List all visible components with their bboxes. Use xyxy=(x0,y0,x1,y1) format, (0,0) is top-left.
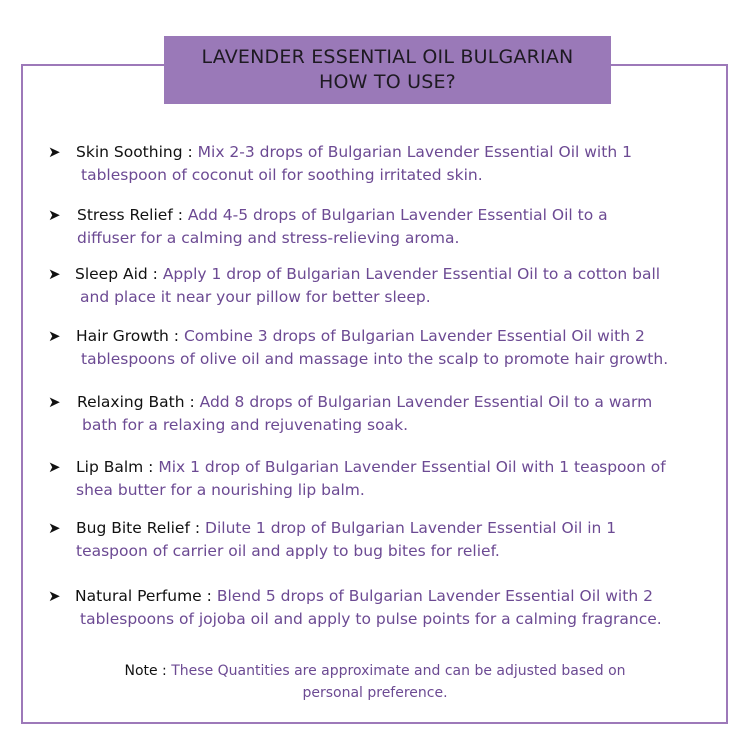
note-text-cont: personal preference. xyxy=(302,685,448,701)
item-label: Skin Soothing : xyxy=(76,143,193,161)
arrow-bullet-icon: ➤ xyxy=(48,265,61,283)
note-text: These Quantities are approximate and can be adjusted based on xyxy=(171,663,626,679)
arrow-bullet-icon: ➤ xyxy=(48,206,61,224)
item-label: Sleep Aid : xyxy=(75,265,158,283)
item-description-cont: tablespoon of coconut oil for soothing irritated skin. xyxy=(81,166,483,184)
item-description: Combine 3 drops of Bulgarian Lavender Essential Oil with 2 xyxy=(183,327,645,345)
item-label: Relaxing Bath : xyxy=(77,393,195,411)
arrow-bullet-icon: ➤ xyxy=(48,458,61,476)
item-description: Mix 1 drop of Bulgarian Lavender Essential Oil with 1 teaspoon of xyxy=(158,458,666,476)
item-description: Add 8 drops of Bulgarian Lavender Essential Oil to a warm xyxy=(199,393,653,411)
note-label: Note : xyxy=(124,663,167,679)
item-label: Bug Bite Relief : xyxy=(76,519,201,537)
item-label: Natural Perfume : xyxy=(75,587,212,605)
item-description: Add 4-5 drops of Bulgarian Lavender Essential Oil to a xyxy=(187,206,608,224)
item-label: Hair Growth : xyxy=(76,327,180,345)
item-description: Mix 2-3 drops of Bulgarian Lavender Essential Oil with 1 xyxy=(197,143,632,161)
item-description: Blend 5 drops of Bulgarian Lavender Essential Oil with 2 xyxy=(216,587,653,605)
item-description-cont: tablespoons of olive oil and massage into the scalp to promote hair growth. xyxy=(81,350,669,368)
title-line-1: LAVENDER ESSENTIAL OIL BULGARIAN xyxy=(201,46,574,68)
item-description-cont: shea butter for a nourishing lip balm. xyxy=(76,481,365,499)
item-description: Dilute 1 drop of Bulgarian Lavender Essential Oil in 1 xyxy=(205,519,617,537)
item-description-cont: and place it near your pillow for better sleep. xyxy=(80,288,431,306)
item-description-cont: bath for a relaxing and rejuvenating soak. xyxy=(82,416,409,434)
arrow-bullet-icon: ➤ xyxy=(48,327,61,345)
footnote xyxy=(60,660,690,704)
item-label: Lip Balm : xyxy=(76,458,154,476)
item-description-cont: diffuser for a calming and stress-relieving aroma. xyxy=(77,229,460,247)
item-description: Apply 1 drop of Bulgarian Lavender Essential Oil to a cotton ball xyxy=(162,265,661,283)
arrow-bullet-icon: ➤ xyxy=(48,393,61,411)
arrow-bullet-icon: ➤ xyxy=(48,519,61,537)
item-description-cont: teaspoon of carrier oil and apply to bug bites for relief. xyxy=(76,542,500,560)
arrow-bullet-icon: ➤ xyxy=(48,143,61,161)
item-description-cont: tablespoons of jojoba oil and apply to pulse points for a calming fragrance. xyxy=(80,610,662,628)
item-label: Stress Relief : xyxy=(77,206,183,224)
title-line-2: HOW TO USE? xyxy=(319,71,456,93)
arrow-bullet-icon: ➤ xyxy=(48,587,61,605)
